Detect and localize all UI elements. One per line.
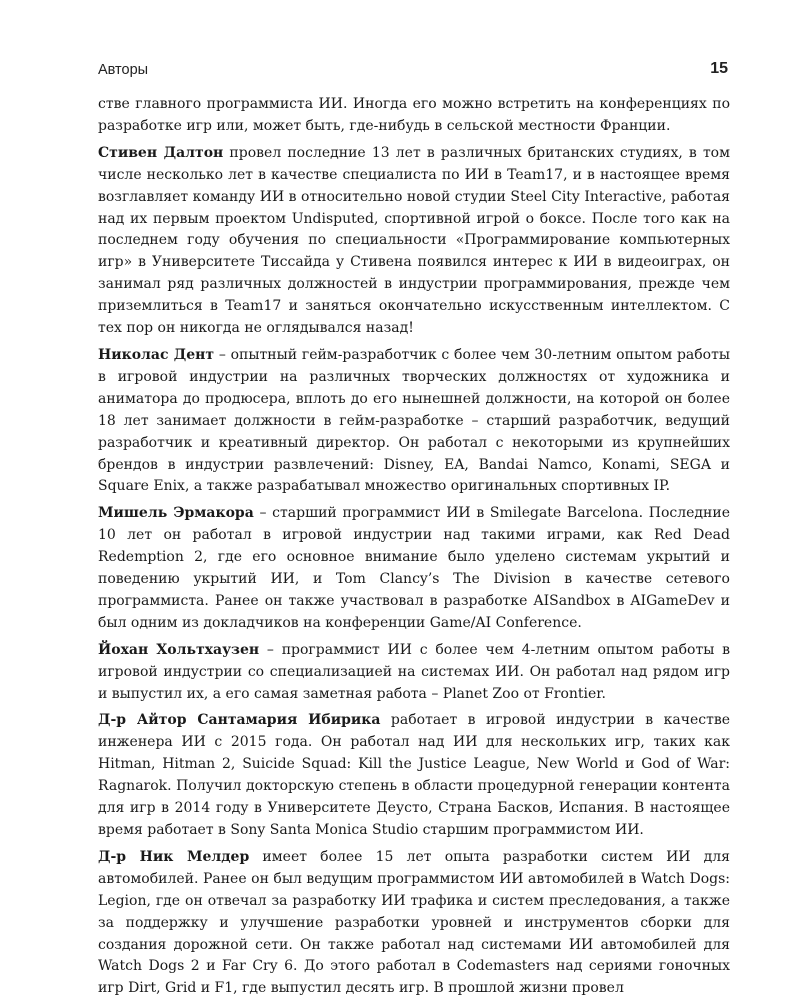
author-bio-ermacora — [98, 503, 730, 634]
author-name: Мишель Эрмакора — [98, 505, 254, 522]
author-bio-dalton — [98, 143, 730, 340]
page-number: 15 — [710, 60, 728, 77]
paragraph-text: работает в игровой индустрии в качестве инженера ИИ с 2015 года. Он работал над ИИ для нескольких игр, таких как Hitman, Hitman 2, Suicide Squad: Kill the Justice League, New World и God of War: Ragnarok. Получил докторскую степень в области процедурной генерации контента для игр в 2014 году в Университете Деусто, Страна Басков, Испания. В настоящее время работает в Sony Santa Monica Studio старшим программистом ИИ. — [98, 712, 730, 838]
body-text — [98, 94, 730, 1005]
author-name: Д-р Айтор Сантамария Ибирика — [98, 712, 381, 729]
author-bio-santamaria — [98, 710, 730, 841]
author-name: Стивен Далтон — [98, 144, 224, 161]
author-bio-dent — [98, 345, 730, 498]
author-bio-holthausen — [98, 640, 730, 706]
paragraph-text: стве главного программиста ИИ. Иногда его можно встретить на конференциях по разработке игр или, может быть, где-нибудь в сельской местности Франции. — [98, 96, 730, 134]
author-bio-melder — [98, 847, 730, 1000]
author-name: Д-р Ник Мелдер — [98, 848, 250, 865]
author-name: Николас Дент — [98, 346, 215, 363]
paragraph-text: – старший программист ИИ в Smilegate Barcelona. Последние 10 лет он работал в игровой индустрии над такими играми, как Red Dead Redemption 2, где его основное внимание было уделено системам укрытий и поведению укрытий ИИ, и Tom Clancy’s The Division в качестве сетевого программиста. Ранее он также участвовал в разработке AISandbox в AIGameDev и был одним из докладчиков на конференции Game/AI Conference. — [98, 505, 731, 631]
running-header — [98, 62, 728, 82]
paragraph-text: – программист ИИ с более чем 4-летним опытом работы в игровой индустрии со специализацией на системах ИИ. Он работал над рядом игр и выпустил их, а его самая заметная работа – Planet Zoo от Frontier. — [98, 641, 730, 702]
paragraph-text: имеет более 15 лет опыта разработки систем ИИ для автомобилей. Ранее он был ведущим программистом ИИ автомобилей в Watch Dogs: Legion, где он отвечал за разработку ИИ трафика и систем преследования, а также за поддержку и улучшение разработки уровней и инструментов сборки для создания дорожной сети. Он также работал над системами ИИ автомобилей для Watch Dogs 2 и Far Cry 6. До этого работал в Codemasters над сериями гоночных игр Dirt, Grid и F1, где выпустил десять игр. В прошлой жизни провел — [98, 848, 730, 997]
author-name: Йохан Хольтхаузен — [98, 641, 260, 658]
paragraph-continuation — [98, 94, 730, 138]
paragraph-text: провел последние 13 лет в различных британских студиях, в том числе несколько лет в качестве специалиста по ИИ в Team17, и в настоящее время возглавляет команду ИИ в относительно новой студии Steel City Interactive, работая над их первым проектом Undisputed, спортивной игрой о боксе. После того как на последнем году обучения по специальности «Программирование компьютерных игр» в Университете Тиссайда у Стивена появился интерес к ИИ в видеоиграх, он занимал ряд различных должностей в индустрии программирования, прежде чем приземлиться в Team17 и заняться окончательно искусственным интеллектом. С тех пор он никогда не оглядывался назад! — [98, 144, 731, 337]
section-title: Авторы — [98, 62, 149, 78]
paragraph-text: – опытный гейм-разработчик с более чем 30-летним опытом работы в игровой индустрии на различных творческих должностях от художника и аниматора до продюсера, вплоть до его нынешней должности, на которой он более 18 лет занимает должности в гейм-разработке – старший разработчик, ведущий разработчик и креативный директор. Он работал с некоторыми из крупнейших брендов в индустрии развлечений: Disney, EA, Bandai Namco, Konami, SEGA и Square Enix, а также разрабатывал множество оригинальных спортивных IP. — [98, 346, 730, 495]
